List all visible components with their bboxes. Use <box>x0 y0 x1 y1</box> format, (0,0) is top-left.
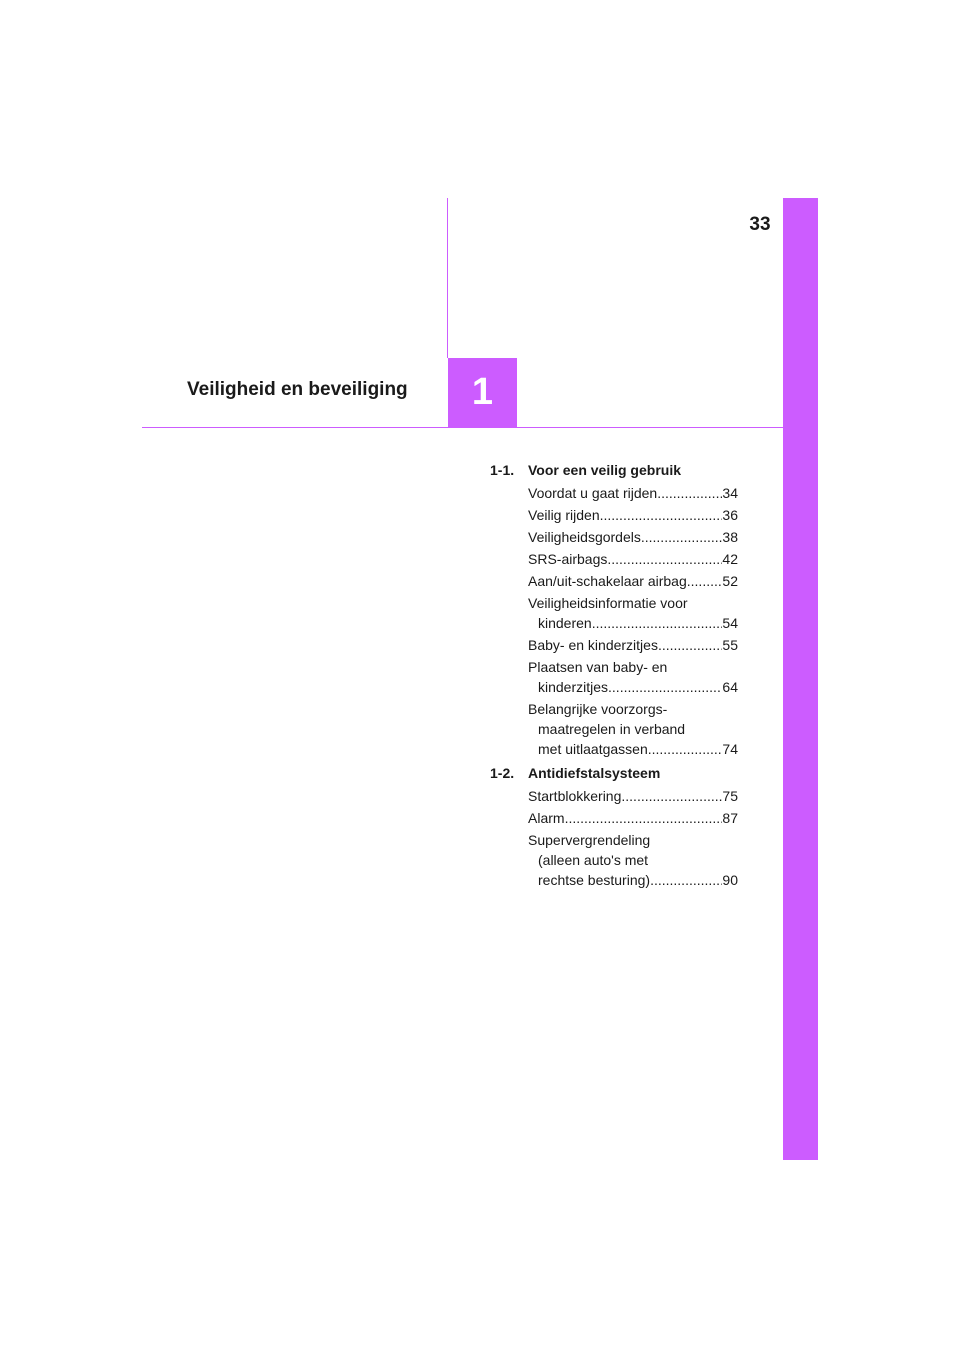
toc-page-number: 54 <box>722 615 738 631</box>
chapter-title: Veiligheid en beveiliging <box>187 379 408 400</box>
toc-entry-label: Baby- en kinderzitjes <box>528 637 658 653</box>
toc-entry[interactable] <box>528 786 738 806</box>
toc-section-title: Voor een veilig gebruik <box>528 462 682 478</box>
toc-dot-leader <box>657 483 722 503</box>
toc-entry[interactable] <box>528 699 738 759</box>
toc-section-heading[interactable] <box>490 459 738 481</box>
toc-section-number: 1-1. <box>490 462 515 478</box>
toc-entry-label: Voordat u gaat rijden <box>528 485 658 501</box>
toc-dot-leader <box>658 635 722 655</box>
toc-entry-label: Plaatsen van baby- en <box>528 659 668 675</box>
table-of-contents <box>490 459 738 890</box>
toc-page-number: 64 <box>722 679 738 695</box>
toc-page-number: 34 <box>722 485 738 501</box>
toc-entry[interactable] <box>528 830 738 890</box>
toc-entry-label: Supervergrendeling <box>528 832 651 848</box>
toc-entry-label: met uitlaatgassen <box>538 741 648 757</box>
toc-entry[interactable] <box>528 593 738 633</box>
toc-page-number: 38 <box>722 529 738 545</box>
toc-dot-leader <box>592 613 723 633</box>
toc-entry[interactable] <box>528 527 738 547</box>
chapter-number: 1 <box>471 371 494 413</box>
toc-page-number: 52 <box>722 573 738 589</box>
chapter-number-box <box>448 358 517 427</box>
toc-page-number: 74 <box>722 741 738 757</box>
toc-page-number: 42 <box>722 551 738 567</box>
toc-entry-label: Aan/uit-schakelaar airbag <box>528 573 687 589</box>
toc-page-number: 87 <box>722 810 738 826</box>
toc-entry[interactable] <box>528 549 738 569</box>
toc-entry-label: kinderzitjes <box>538 679 609 695</box>
toc-section-title: Antidiefstalsysteem <box>528 765 661 781</box>
toc-entry[interactable] <box>528 571 738 591</box>
toc-section-heading[interactable] <box>490 762 738 784</box>
toc-entry-label: (alleen auto's met <box>538 852 649 868</box>
chapter-side-tab <box>783 198 818 1160</box>
toc-dot-leader <box>608 677 722 697</box>
toc-dot-leader <box>641 527 723 547</box>
toc-entry[interactable] <box>528 635 738 655</box>
toc-entry-label: maatregelen in verband <box>538 721 686 737</box>
toc-dot-leader <box>650 870 722 890</box>
toc-dot-leader <box>600 505 723 525</box>
toc-dot-leader <box>565 808 723 828</box>
toc-entry[interactable] <box>528 657 738 697</box>
toc-dot-leader <box>687 571 723 591</box>
toc-dot-leader <box>621 786 722 806</box>
toc-entry-label: kinderen <box>538 615 592 631</box>
toc-dot-leader <box>648 739 723 759</box>
toc-entry-label: Veilig rijden <box>528 507 600 523</box>
chapter-divider-horizontal <box>142 427 783 428</box>
toc-entry-label: Alarm <box>528 810 565 826</box>
toc-page-number: 75 <box>722 788 738 804</box>
toc-entry-label: rechtse besturing) <box>538 872 651 888</box>
toc-section <box>490 459 738 759</box>
toc-entry[interactable] <box>528 483 738 503</box>
toc-entry-label: Veiligheidsgordels <box>528 529 641 545</box>
toc-entry[interactable] <box>528 505 738 525</box>
page-number: 33 <box>749 214 771 235</box>
chapter-divider-vertical <box>447 198 448 358</box>
toc-page-number: 36 <box>722 507 738 523</box>
toc-section <box>490 762 738 890</box>
toc-dot-leader <box>607 549 722 569</box>
toc-section-number: 1-2. <box>490 765 515 781</box>
toc-page-number: 55 <box>722 637 738 653</box>
toc-entry-label: Startblokkering <box>528 788 622 804</box>
toc-entry-label: Belangrijke voorzorgs- <box>528 701 668 717</box>
toc-entry[interactable] <box>528 808 738 828</box>
toc-page-number: 90 <box>722 872 738 888</box>
toc-entry-label: SRS-airbags <box>528 551 608 567</box>
toc-entry-label: Veiligheidsinformatie voor <box>528 595 688 611</box>
